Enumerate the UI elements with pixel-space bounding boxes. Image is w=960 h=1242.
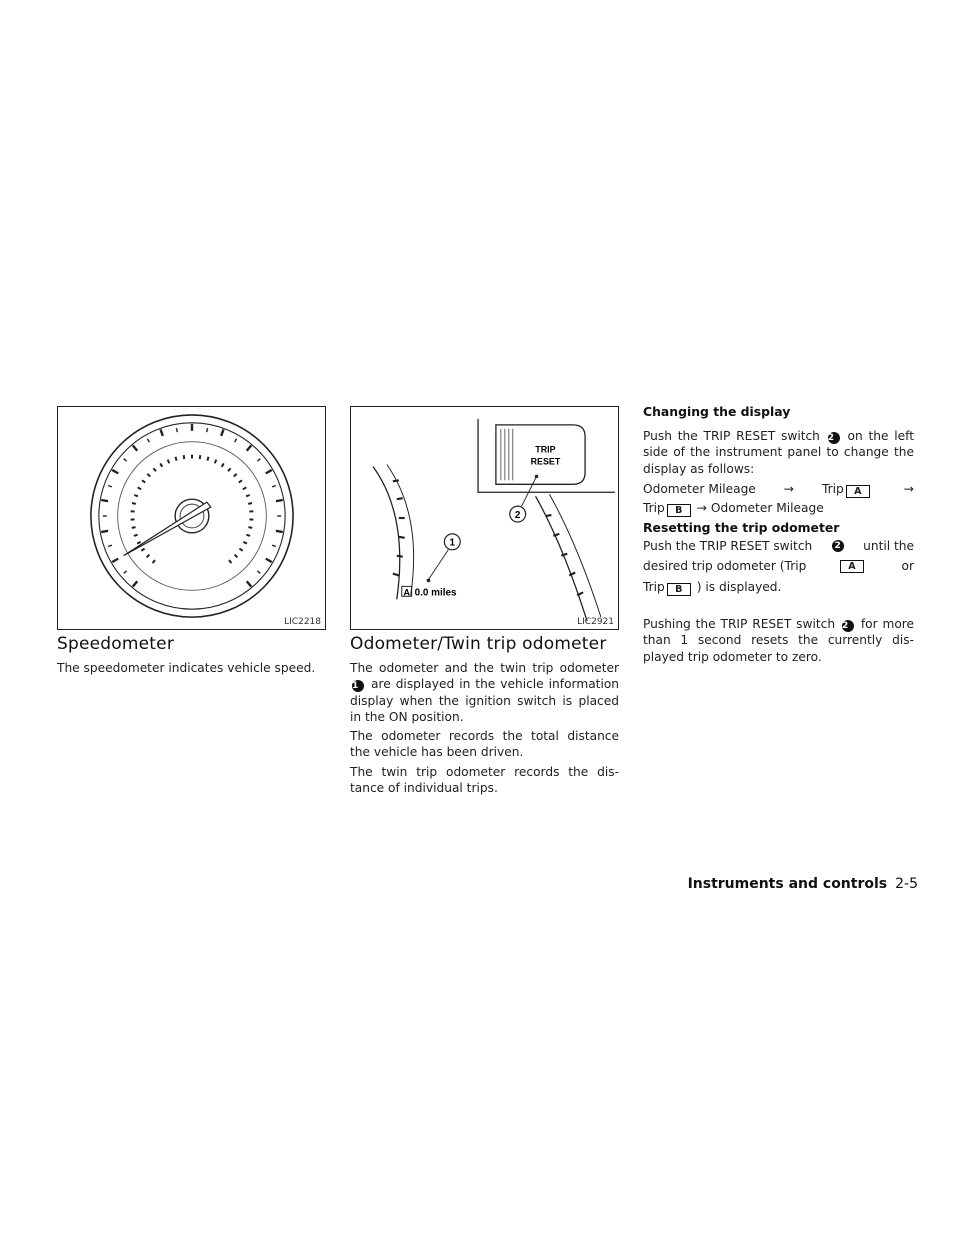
odometer-p3-line-2: tance of individual trips. [350,781,498,796]
speedometer-illustration [58,407,325,629]
display-sequence-line-2 [643,500,914,517]
odometer-paragraph-1 [350,660,619,726]
resetting-l2-text-a: desired trip odometer (Trip [643,559,807,574]
trip-word: Trip [643,579,665,594]
callout-1-marker: 1 [352,680,364,692]
odo-reading: 0.0 miles [414,587,457,599]
gauge-major-tick [124,571,127,574]
speedometer-heading: Speedometer [57,634,175,654]
gauge-major-tick [112,559,118,562]
resetting-l2-text-b: or [901,559,914,574]
sequence-odometer-start: Odometer Mileage [643,482,756,497]
gauge-minor-tick [234,474,237,477]
gauge-minor-tick [134,495,138,496]
gauge-minor-tick [243,542,247,544]
sequence-arrow-1: → [783,482,795,497]
resetting-p2-text-a: Pushing the TRIP RESET switch [643,617,836,631]
gauge-minor-tick [246,495,250,496]
callout-2-marker: 2 [842,620,854,632]
sequence-arrow-2: → [903,482,914,497]
gauge-minor-tick [228,468,230,471]
trip-b-box: B [667,583,691,596]
gauge-major-tick [133,581,137,586]
gauge-minor-tick [152,560,155,563]
callout-2-marker: 2 [828,432,840,444]
speedometer-figure [57,406,326,630]
changing-display-heading: Changing the display [643,404,791,419]
odometer-paragraph-3 [350,764,619,797]
gauge-minor-tick [207,457,208,461]
gauge-minor-tick [142,480,145,482]
gauge-minor-tick [137,542,141,544]
gauge-major-tick [133,445,137,450]
sequence-trip-a [822,481,876,498]
gauge-minor-tick [248,527,252,528]
gauge-major-tick [247,581,251,586]
gauge-minor-tick [243,487,247,489]
gauge-major-tick [101,500,108,501]
figure-code: LIC2921 [577,617,614,627]
resetting-paragraph-1 [643,538,914,596]
changing-display-paragraph [643,428,914,477]
trip-reset-label-2: RESET [530,456,561,467]
gauge-minor-tick [138,487,142,489]
gauge-minor-tick [239,549,242,551]
gauge-minor-tick [235,555,238,558]
gauge-major-tick [276,500,283,501]
figure-code: LIC2218 [284,617,321,627]
resetting-p2-text-b: for more than 1 second resets the currently dis- played trip odometer to zero. [643,617,915,664]
gauge-minor-tick [147,474,150,477]
trip-word: Trip [643,501,665,515]
gauge-minor-tick [176,457,177,461]
gauge-minor-tick [184,455,185,459]
gauge-major-tick [207,428,208,432]
footer-section-title: Instruments and controls [687,876,888,892]
resetting-line-1 [643,538,914,554]
resetting-line-2 [643,558,914,574]
gauge-major-tick [124,459,127,462]
odo-trip-letter: A [403,587,410,598]
trip-reset-label-1: TRIP [535,444,556,455]
speedometer-text: The speedometer indicates vehicle speed. [57,661,316,675]
resetting-l3-text: ) is displayed. [696,579,782,594]
changing-text-a: Push the TRIP RESET switch [643,429,820,443]
odometer-illustration [351,407,618,629]
gauge-minor-tick [146,555,149,558]
sequence-odometer-end: Odometer Mileage [710,501,824,515]
resetting-l1-text-b: until the [863,539,914,553]
odometer-heading: Odometer/Twin trip odometer [350,634,607,654]
gauge-major-tick [108,545,112,546]
gauge-major-tick [276,531,283,532]
changing-text-b: on the left side of the instrument panel to change the display as follows: [643,429,915,476]
gauge-minor-tick [215,460,217,464]
gauge-minor-tick [134,535,138,536]
gauge-major-tick [177,428,178,432]
trip-b-box: B [667,504,691,517]
gauge-minor-tick [160,463,162,466]
gauge-major-tick [147,439,149,442]
gauge-minor-tick [168,460,170,464]
callout-2-number: 2 [514,510,521,521]
gauge-minor-tick [200,455,201,459]
gauge-major-tick [257,459,260,462]
odometer-figure [350,406,619,630]
resetting-paragraph-2 [643,616,914,665]
gauge-minor-tick [141,549,144,551]
callout-1-leader [429,550,449,580]
callout-2-marker: 2 [832,540,844,552]
gauge-major-tick [160,429,162,436]
odometer-p1-text-b: are displayed in the vehicle information display when the ignition switch is placed in the ON position. [350,677,620,725]
page-number: 2-5 [895,876,918,892]
odometer-paragraph-2: The odometer records the total distance the vehicle has been driven. [350,729,619,760]
trip-a-box: A [840,560,864,573]
resetting-line-3 [643,579,914,596]
gauge-minor-tick [222,463,224,466]
trip-word: Trip [822,482,844,496]
right-gauge-arc-inner [549,494,601,617]
gauge-major-tick [101,531,108,532]
left-gauge-arc-inner [387,464,414,598]
left-gauge-arc-outer [373,466,400,599]
gauge-minor-tick [239,480,242,482]
display-sequence-line-1 [643,481,914,498]
gauge-major-tick [112,470,118,473]
gauge-major-tick [266,559,272,562]
gauge-major-tick [272,486,276,487]
page-footer [688,876,918,892]
sequence-arrow-3: → [696,501,708,515]
gauge-major-tick [266,470,272,473]
gauge-major-tick [257,571,260,574]
gauge-minor-tick [246,535,250,536]
gauge-major-tick [272,545,276,546]
gauge-major-tick [235,439,237,442]
odometer-p1-text-a: The odometer and the twin trip odometer [350,661,619,675]
display-sequence [643,481,914,517]
resetting-l1-text-a: Push the TRIP RESET switch [643,539,813,553]
gauge-minor-tick [229,560,232,563]
gauge-minor-tick [153,468,155,471]
trip-reset-switch [496,425,585,484]
resetting-heading: Resetting the trip odometer [643,520,840,535]
trip-a-box: A [846,485,870,498]
callout-1-number: 1 [449,537,456,549]
gauge-minor-tick [132,503,136,504]
odometer-p3-line-1: The twin trip odometer records the dis- [350,765,619,779]
gauge-minor-tick [248,503,252,504]
gauge-major-tick [247,445,251,450]
gauge-minor-tick [132,527,136,528]
gauge-major-tick [108,486,112,487]
gauge-major-tick [221,429,223,436]
